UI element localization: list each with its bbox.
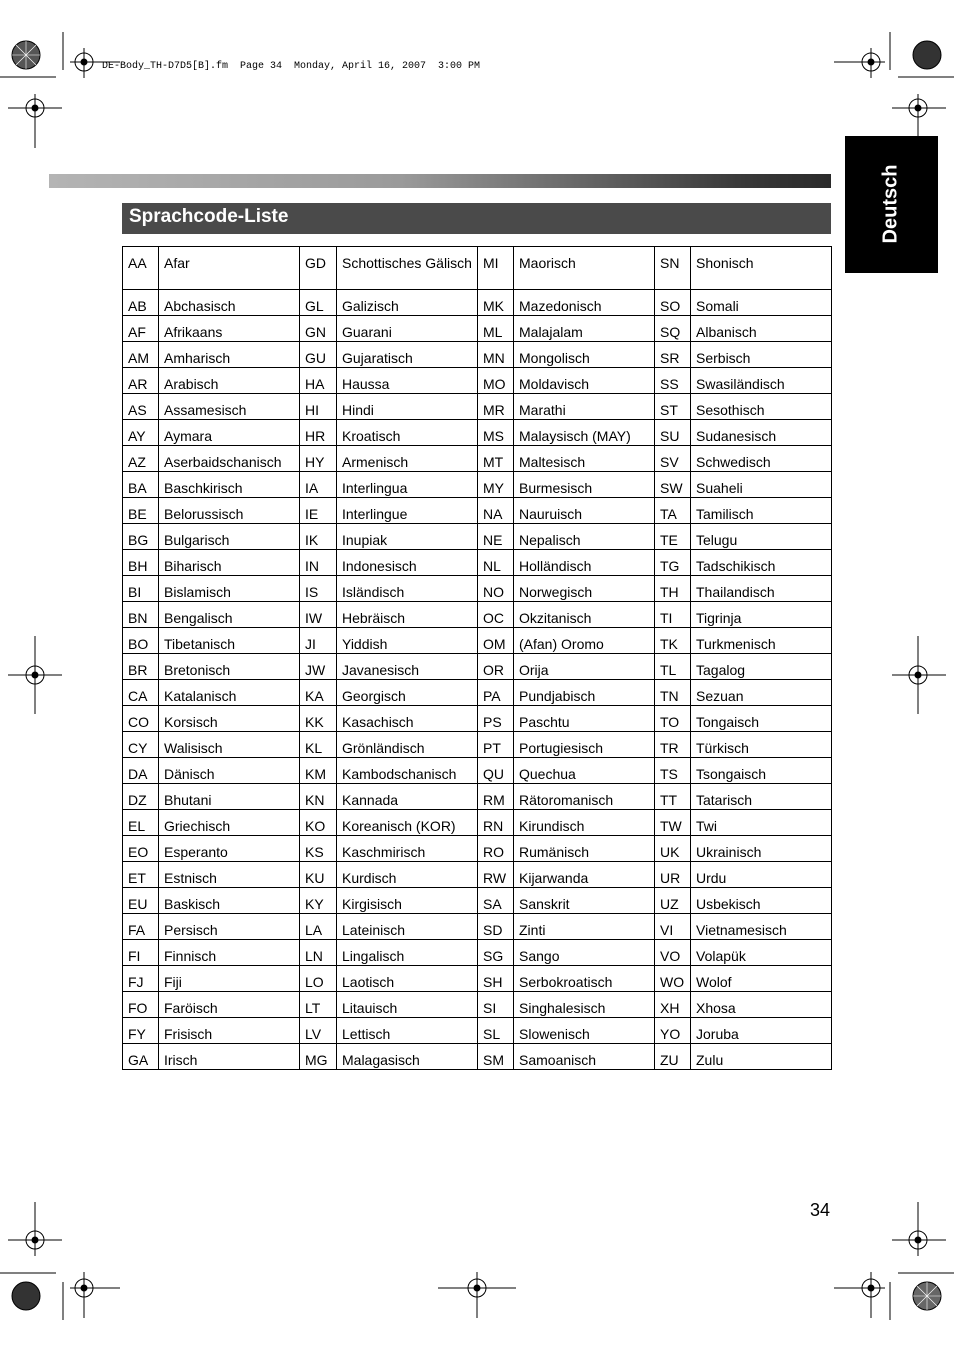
table-row — [123, 810, 832, 836]
table-row — [123, 940, 832, 966]
table-row — [123, 394, 832, 420]
file-info-header: DE-Body_TH-D7D5[B].fm Page 34 Monday, April 16, 2007 3:00 PM — [102, 61, 481, 72]
language-code: HY — [300, 446, 337, 472]
table-row — [123, 290, 832, 316]
language-code: NO — [478, 576, 514, 602]
language-name: Biharisch — [159, 550, 300, 576]
language-code: KA — [300, 680, 337, 706]
language-name: Burmesisch — [514, 472, 655, 498]
language-name: Esperanto — [159, 836, 300, 862]
language-name: Armenisch — [337, 446, 478, 472]
language-code: RM — [478, 784, 514, 810]
language-code: PA — [478, 680, 514, 706]
language-code: BR — [123, 654, 159, 680]
language-code: SQ — [655, 316, 691, 342]
language-code: OR — [478, 654, 514, 680]
language-code: IE — [300, 498, 337, 524]
language-name: Swasiländisch — [691, 368, 832, 394]
language-code: SH — [478, 966, 514, 992]
table-row — [123, 342, 832, 368]
language-name: Sanskrit — [514, 888, 655, 914]
language-name: Tigrinja — [691, 602, 832, 628]
language-code: SO — [655, 290, 691, 316]
table-row — [123, 888, 832, 914]
language-code: KY — [300, 888, 337, 914]
language-name: Vietnamesisch — [691, 914, 832, 940]
table-row — [123, 966, 832, 992]
language-name: Laotisch — [337, 966, 478, 992]
language-name: Frisisch — [159, 1018, 300, 1044]
language-code: MI — [478, 247, 514, 290]
language-name: Katalanisch — [159, 680, 300, 706]
language-code: GL — [300, 290, 337, 316]
language-name: Abchasisch — [159, 290, 300, 316]
language-code: IK — [300, 524, 337, 550]
language-name: Faröisch — [159, 992, 300, 1018]
table-row — [123, 862, 832, 888]
language-name: Albanisch — [691, 316, 832, 342]
language-name: Kijarwanda — [514, 862, 655, 888]
language-name: Urdu — [691, 862, 832, 888]
table-row — [123, 732, 832, 758]
language-code: SI — [478, 992, 514, 1018]
language-code: TL — [655, 654, 691, 680]
language-code: PT — [478, 732, 514, 758]
table-row — [123, 446, 832, 472]
language-name: Persisch — [159, 914, 300, 940]
language-code-rows — [123, 247, 832, 1070]
language-code: TR — [655, 732, 691, 758]
language-code: MO — [478, 368, 514, 394]
language-code: SD — [478, 914, 514, 940]
language-code: KL — [300, 732, 337, 758]
language-code: GU — [300, 342, 337, 368]
language-name: Zinti — [514, 914, 655, 940]
language-name: Dänisch — [159, 758, 300, 784]
language-name: Kirundisch — [514, 810, 655, 836]
language-code: AY — [123, 420, 159, 446]
page-number: 34 — [810, 1200, 831, 1220]
language-name: Sango — [514, 940, 655, 966]
language-name: Kirgisisch — [337, 888, 478, 914]
language-code: AR — [123, 368, 159, 394]
language-code: QU — [478, 758, 514, 784]
language-name: Tamilisch — [691, 498, 832, 524]
language-code: AZ — [123, 446, 159, 472]
language-name: Wolof — [691, 966, 832, 992]
language-code: MG — [300, 1044, 337, 1070]
language-code: GA — [123, 1044, 159, 1070]
table-row — [123, 602, 832, 628]
language-code: KM — [300, 758, 337, 784]
language-code: ML — [478, 316, 514, 342]
language-code: OC — [478, 602, 514, 628]
table-row — [123, 706, 832, 732]
language-name: Lateinisch — [337, 914, 478, 940]
language-code: KK — [300, 706, 337, 732]
language-code: ZU — [655, 1044, 691, 1070]
section-title-bar — [122, 203, 831, 234]
language-code: DA — [123, 758, 159, 784]
language-name: Hindi — [337, 394, 478, 420]
language-code: MT — [478, 446, 514, 472]
language-name: Mongolisch — [514, 342, 655, 368]
language-code: DZ — [123, 784, 159, 810]
language-name: Indonesisch — [337, 550, 478, 576]
language-code: AM — [123, 342, 159, 368]
language-code: BA — [123, 472, 159, 498]
table-row — [123, 758, 832, 784]
table-row — [123, 992, 832, 1018]
language-code: TW — [655, 810, 691, 836]
language-code: GN — [300, 316, 337, 342]
language-name: Hebräisch — [337, 602, 478, 628]
language-name: Afar — [159, 247, 300, 290]
table-row — [123, 654, 832, 680]
language-code: SG — [478, 940, 514, 966]
language-name: Kannada — [337, 784, 478, 810]
language-name: Paschtu — [514, 706, 655, 732]
language-name: Tatarisch — [691, 784, 832, 810]
language-code: LV — [300, 1018, 337, 1044]
language-name: Shonisch — [691, 247, 832, 290]
language-name: Tongaisch — [691, 706, 832, 732]
language-name: Maltesisch — [514, 446, 655, 472]
language-code: SS — [655, 368, 691, 394]
language-code: MY — [478, 472, 514, 498]
language-name: Portugiesisch — [514, 732, 655, 758]
language-code: OM — [478, 628, 514, 654]
language-name: Zulu — [691, 1044, 832, 1070]
language-code: MR — [478, 394, 514, 420]
language-name: Volapük — [691, 940, 832, 966]
language-name: Baschkirisch — [159, 472, 300, 498]
language-name: Mazedonisch — [514, 290, 655, 316]
section-title: Sprachcode-Liste — [129, 206, 289, 227]
language-name: Korsisch — [159, 706, 300, 732]
language-code: TS — [655, 758, 691, 784]
language-name: Kaschmirisch — [337, 836, 478, 862]
language-code: LT — [300, 992, 337, 1018]
table-row — [123, 498, 832, 524]
language-name: Afrikaans — [159, 316, 300, 342]
language-name: Aserbaidschanisch — [159, 446, 300, 472]
table-row — [123, 576, 832, 602]
language-name: Nauruisch — [514, 498, 655, 524]
language-name: Moldavisch — [514, 368, 655, 394]
language-name: Xhosa — [691, 992, 832, 1018]
language-name: Baskisch — [159, 888, 300, 914]
language-name: Tibetanisch — [159, 628, 300, 654]
language-name: Kurdisch — [337, 862, 478, 888]
language-name: Orija — [514, 654, 655, 680]
language-code: SN — [655, 247, 691, 290]
language-name: Bhutani — [159, 784, 300, 810]
language-code: IA — [300, 472, 337, 498]
language-code: AS — [123, 394, 159, 420]
language-code: LO — [300, 966, 337, 992]
language-name: Javanesisch — [337, 654, 478, 680]
language-code: KU — [300, 862, 337, 888]
language-code: WO — [655, 966, 691, 992]
table-row — [123, 472, 832, 498]
language-code: IW — [300, 602, 337, 628]
language-code: SL — [478, 1018, 514, 1044]
language-code: CY — [123, 732, 159, 758]
table-row — [123, 420, 832, 446]
language-name: Grönländisch — [337, 732, 478, 758]
language-name: Bengalisch — [159, 602, 300, 628]
language-name: Malagasisch — [337, 1044, 478, 1070]
language-name: Sezuan — [691, 680, 832, 706]
language-code: JI — [300, 628, 337, 654]
language-name: Nepalisch — [514, 524, 655, 550]
language-code: MN — [478, 342, 514, 368]
language-name: Telugu — [691, 524, 832, 550]
language-name: Rumänisch — [514, 836, 655, 862]
language-code: BE — [123, 498, 159, 524]
language-code: UR — [655, 862, 691, 888]
language-code: UK — [655, 836, 691, 862]
language-code: FA — [123, 914, 159, 940]
language-code: FO — [123, 992, 159, 1018]
language-code: SU — [655, 420, 691, 446]
language-name: Georgisch — [337, 680, 478, 706]
table-row — [123, 914, 832, 940]
language-code: ST — [655, 394, 691, 420]
language-name: Slowenisch — [514, 1018, 655, 1044]
language-name: Joruba — [691, 1018, 832, 1044]
language-code: VI — [655, 914, 691, 940]
language-code: TO — [655, 706, 691, 732]
language-name: Quechua — [514, 758, 655, 784]
language-code: HI — [300, 394, 337, 420]
language-name: Kroatisch — [337, 420, 478, 446]
language-name: Gujaratisch — [337, 342, 478, 368]
language-code: FI — [123, 940, 159, 966]
language-code: BI — [123, 576, 159, 602]
language-code: SA — [478, 888, 514, 914]
language-name: Tsongaisch — [691, 758, 832, 784]
language-code: KN — [300, 784, 337, 810]
language-name: Thailandisch — [691, 576, 832, 602]
language-name: Isländisch — [337, 576, 478, 602]
table-row — [123, 368, 832, 394]
language-code: CA — [123, 680, 159, 706]
language-name: Schwedisch — [691, 446, 832, 472]
language-name: Kambodschanisch — [337, 758, 478, 784]
language-name: Serbisch — [691, 342, 832, 368]
language-name: Tadschikisch — [691, 550, 832, 576]
language-code: HA — [300, 368, 337, 394]
language-name: Bulgarisch — [159, 524, 300, 550]
side-tab-label: Deutsch — [879, 164, 902, 244]
language-code: ET — [123, 862, 159, 888]
language-code: TA — [655, 498, 691, 524]
language-code: LA — [300, 914, 337, 940]
language-name: Bislamisch — [159, 576, 300, 602]
table-row — [123, 247, 832, 290]
table-row — [123, 784, 832, 810]
language-code: KS — [300, 836, 337, 862]
table-row — [123, 316, 832, 342]
language-name: Malaysisch (MAY) — [514, 420, 655, 446]
language-name: Norwegisch — [514, 576, 655, 602]
language-code: LN — [300, 940, 337, 966]
language-name: Irisch — [159, 1044, 300, 1070]
language-name: Türkisch — [691, 732, 832, 758]
language-name: Turkmenisch — [691, 628, 832, 654]
language-code: RW — [478, 862, 514, 888]
language-name: Yiddish — [337, 628, 478, 654]
language-code: FJ — [123, 966, 159, 992]
language-name: Singhalesisch — [514, 992, 655, 1018]
language-code: NE — [478, 524, 514, 550]
language-name: Walisisch — [159, 732, 300, 758]
language-code: YO — [655, 1018, 691, 1044]
language-code: FY — [123, 1018, 159, 1044]
language-code: AB — [123, 290, 159, 316]
language-name: Belorussisch — [159, 498, 300, 524]
language-code: MS — [478, 420, 514, 446]
language-name: Guarani — [337, 316, 478, 342]
table-row — [123, 524, 832, 550]
language-code: SV — [655, 446, 691, 472]
language-code: AA — [123, 247, 159, 290]
language-code: BN — [123, 602, 159, 628]
language-name: Assamesisch — [159, 394, 300, 420]
language-name: Pundjabisch — [514, 680, 655, 706]
language-name: Twi — [691, 810, 832, 836]
language-name: Holländisch — [514, 550, 655, 576]
language-name: Arabisch — [159, 368, 300, 394]
language-name: Koreanisch (KOR) — [337, 810, 478, 836]
language-name: Fiji — [159, 966, 300, 992]
language-name: Maorisch — [514, 247, 655, 290]
language-code: IN — [300, 550, 337, 576]
language-name: Serbokroatisch — [514, 966, 655, 992]
language-name: Sudanesisch — [691, 420, 832, 446]
language-name: Rätoromanisch — [514, 784, 655, 810]
language-name: Lingalisch — [337, 940, 478, 966]
language-name: Tagalog — [691, 654, 832, 680]
language-code: MK — [478, 290, 514, 316]
language-code: TI — [655, 602, 691, 628]
language-code: NA — [478, 498, 514, 524]
table-row — [123, 836, 832, 862]
language-name: Malajalam — [514, 316, 655, 342]
language-name: Griechisch — [159, 810, 300, 836]
language-code: TK — [655, 628, 691, 654]
language-code: GD — [300, 247, 337, 290]
language-code: NL — [478, 550, 514, 576]
language-name: Bretonisch — [159, 654, 300, 680]
language-name: Lettisch — [337, 1018, 478, 1044]
language-code: BG — [123, 524, 159, 550]
language-name: Suaheli — [691, 472, 832, 498]
language-code: KO — [300, 810, 337, 836]
language-code: TE — [655, 524, 691, 550]
language-code: TG — [655, 550, 691, 576]
language-name: Interlingua — [337, 472, 478, 498]
language-name: Ukrainisch — [691, 836, 832, 862]
language-code: RO — [478, 836, 514, 862]
language-name: Schottisches Gälisch — [337, 247, 478, 290]
language-name: Estnisch — [159, 862, 300, 888]
language-name: Haussa — [337, 368, 478, 394]
language-name: Somali — [691, 290, 832, 316]
table-row — [123, 550, 832, 576]
language-name: Usbekisch — [691, 888, 832, 914]
language-code: BH — [123, 550, 159, 576]
language-name: Interlingue — [337, 498, 478, 524]
language-code: PS — [478, 706, 514, 732]
language-name: Okzitanisch — [514, 602, 655, 628]
language-name: Sesothisch — [691, 394, 832, 420]
table-row — [123, 628, 832, 654]
language-code: IS — [300, 576, 337, 602]
language-name: Marathi — [514, 394, 655, 420]
language-name: (Afan) Oromo — [514, 628, 655, 654]
language-name: Litauisch — [337, 992, 478, 1018]
language-code: UZ — [655, 888, 691, 914]
language-code: XH — [655, 992, 691, 1018]
language-code: TH — [655, 576, 691, 602]
language-name: Samoanisch — [514, 1044, 655, 1070]
gradient-rule — [49, 174, 831, 188]
language-code: EU — [123, 888, 159, 914]
language-name: Kasachisch — [337, 706, 478, 732]
language-code: BO — [123, 628, 159, 654]
language-code: TN — [655, 680, 691, 706]
language-code-table — [122, 246, 832, 1070]
language-code: VO — [655, 940, 691, 966]
language-code: JW — [300, 654, 337, 680]
language-code: TT — [655, 784, 691, 810]
language-code: EL — [123, 810, 159, 836]
language-code: CO — [123, 706, 159, 732]
language-name: Finnisch — [159, 940, 300, 966]
language-code: SW — [655, 472, 691, 498]
language-code: SR — [655, 342, 691, 368]
language-code: AF — [123, 316, 159, 342]
language-side-tab — [845, 136, 938, 273]
language-name: Galizisch — [337, 290, 478, 316]
language-code: EO — [123, 836, 159, 862]
table-row — [123, 1018, 832, 1044]
language-code: RN — [478, 810, 514, 836]
language-name: Inupiak — [337, 524, 478, 550]
language-code: HR — [300, 420, 337, 446]
language-name: Amharisch — [159, 342, 300, 368]
language-code: SM — [478, 1044, 514, 1070]
table-row — [123, 680, 832, 706]
language-name: Aymara — [159, 420, 300, 446]
table-row — [123, 1044, 832, 1070]
